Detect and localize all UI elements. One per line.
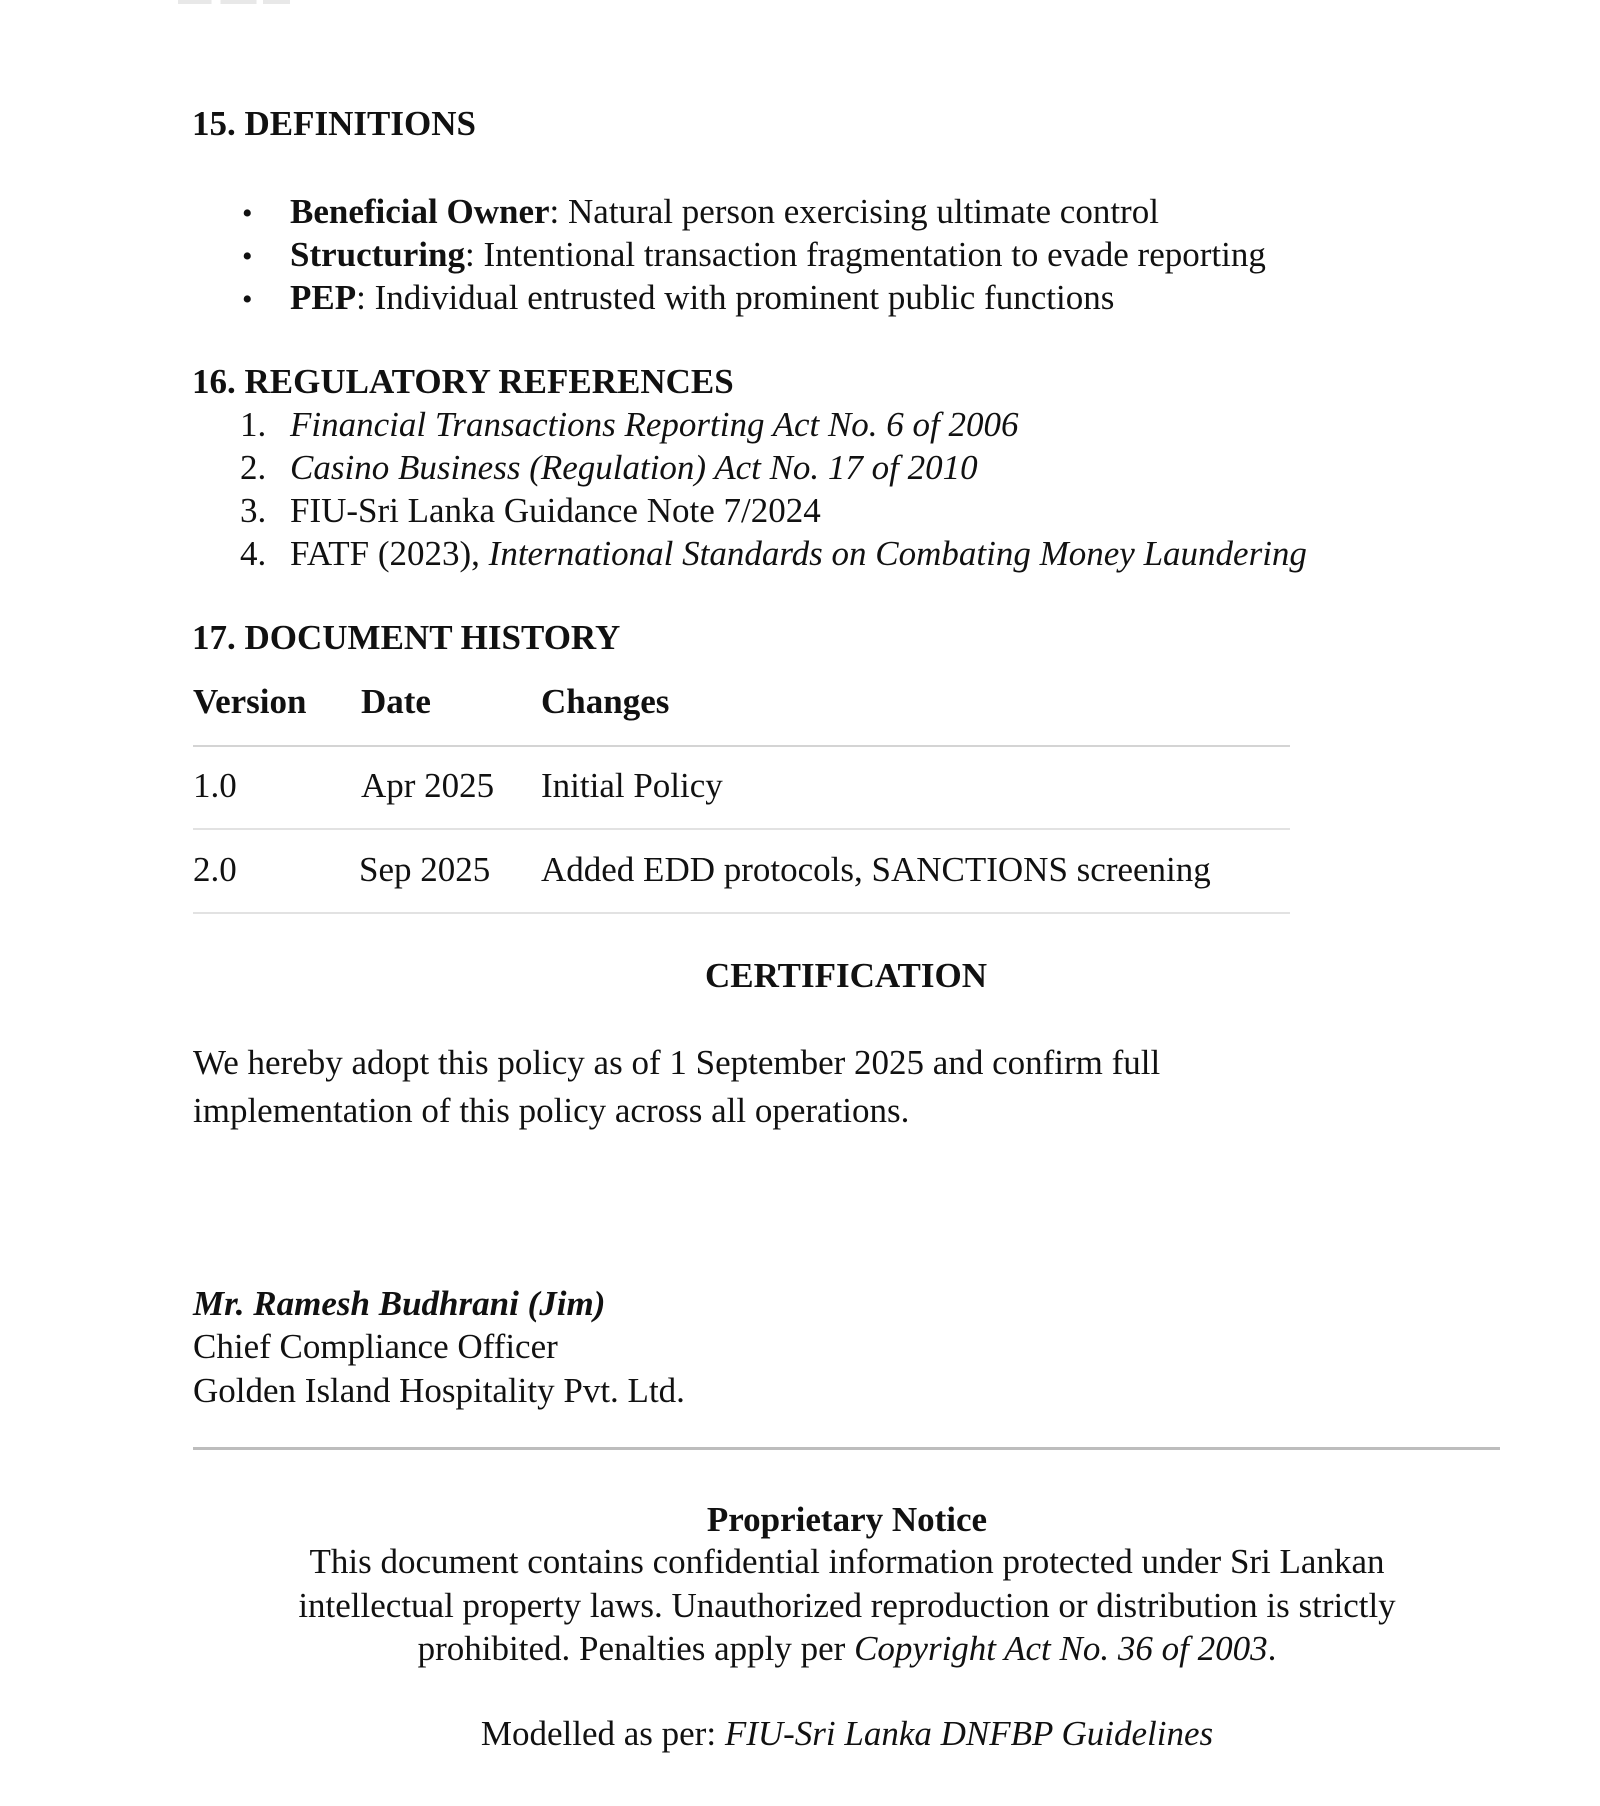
guidelines-title: FIU-Sri Lanka DNFBP Guidelines (724, 1714, 1214, 1753)
list-item (242, 192, 253, 232)
reference-number: 3. (240, 491, 267, 530)
notice-text-line: This document contains confidential information protected under Sri Lankan (309, 1542, 1385, 1581)
certification-heading: CERTIFICATION (704, 956, 988, 995)
reference-text: FIU-Sri Lanka Guidance Note 7/2024 (290, 491, 821, 530)
cut-off-text-fragment (178, 0, 290, 4)
notice-text-line (418, 1629, 1277, 1669)
definition-term: Beneficial Owner (290, 192, 550, 231)
bullet-icon: • (242, 197, 253, 230)
cell-version: 1.0 (193, 766, 237, 805)
reference-title: Financial Transactions Reporting Act No. 6 of 2006 (290, 405, 1019, 444)
definitions-heading: 15. DEFINITIONS (192, 104, 476, 143)
reference-item (290, 405, 1019, 445)
column-header-version: Version (193, 682, 307, 721)
definition-item (290, 278, 1114, 318)
definition-item (290, 192, 1159, 232)
reference-item (290, 448, 978, 488)
reference-text: FATF (2023), (290, 534, 489, 573)
cell-date: Apr 2025 (361, 766, 495, 805)
bullet-icon: • (242, 283, 253, 316)
definition-text: : Individual entrusted with prominent public functions (356, 278, 1115, 317)
definition-term: Structuring (290, 235, 465, 274)
reference-title: Casino Business (Regulation) Act No. 17 of 2010 (290, 448, 978, 487)
footer-divider (193, 1447, 1500, 1450)
references-heading: 16. REGULATORY REFERENCES (192, 362, 734, 401)
table-row-divider (193, 912, 1290, 914)
modelled-label: Modelled as per: (480, 1714, 725, 1753)
reference-number: 2. (240, 448, 267, 487)
modelled-as-per (481, 1714, 1213, 1754)
certification-text-line: implementation of this policy across all operations. (193, 1091, 910, 1130)
bullet-icon: • (242, 240, 253, 273)
column-header-date: Date (361, 682, 431, 721)
table-header-divider (193, 745, 1290, 747)
column-header-changes: Changes (541, 682, 670, 721)
notice-heading: Proprietary Notice (706, 1500, 988, 1539)
history-heading: 17. DOCUMENT HISTORY (192, 618, 621, 657)
definition-text: : Natural person exercising ultimate control (549, 192, 1159, 231)
signatory-name: Mr. Ramesh Budhrani (Jim) (193, 1284, 606, 1323)
definition-item (290, 235, 1266, 275)
notice-text: prohibited. Penalties apply per (417, 1629, 855, 1668)
reference-number: 1. (240, 405, 267, 444)
cell-date: Sep 2025 (359, 850, 491, 889)
notice-text-line: intellectual property laws. Unauthorized reproduction or distribution is strictly (298, 1586, 1396, 1625)
cell-version: 2.0 (193, 850, 237, 889)
notice-period: . (1267, 1629, 1277, 1668)
list-item (242, 278, 253, 318)
certification-text-line: We hereby adopt this policy as of 1 September 2025 and confirm full (193, 1043, 1161, 1082)
definition-text: : Intentional transaction fragmentation to evade reporting (465, 235, 1266, 274)
reference-item (290, 491, 821, 531)
signatory-company: Golden Island Hospitality Pvt. Ltd. (193, 1371, 685, 1410)
table-row-divider (193, 828, 1290, 830)
signatory-title: Chief Compliance Officer (193, 1327, 558, 1366)
reference-number: 4. (240, 534, 267, 573)
reference-item (290, 534, 1307, 574)
cell-changes: Added EDD protocols, SANCTIONS screening (541, 850, 1211, 889)
cell-changes: Initial Policy (541, 766, 723, 805)
list-item (242, 235, 253, 275)
copyright-act-title: Copyright Act No. 36 of 2003 (854, 1629, 1268, 1668)
reference-title: International Standards on Combating Money Laundering (488, 534, 1307, 573)
definition-term: PEP (290, 278, 357, 317)
